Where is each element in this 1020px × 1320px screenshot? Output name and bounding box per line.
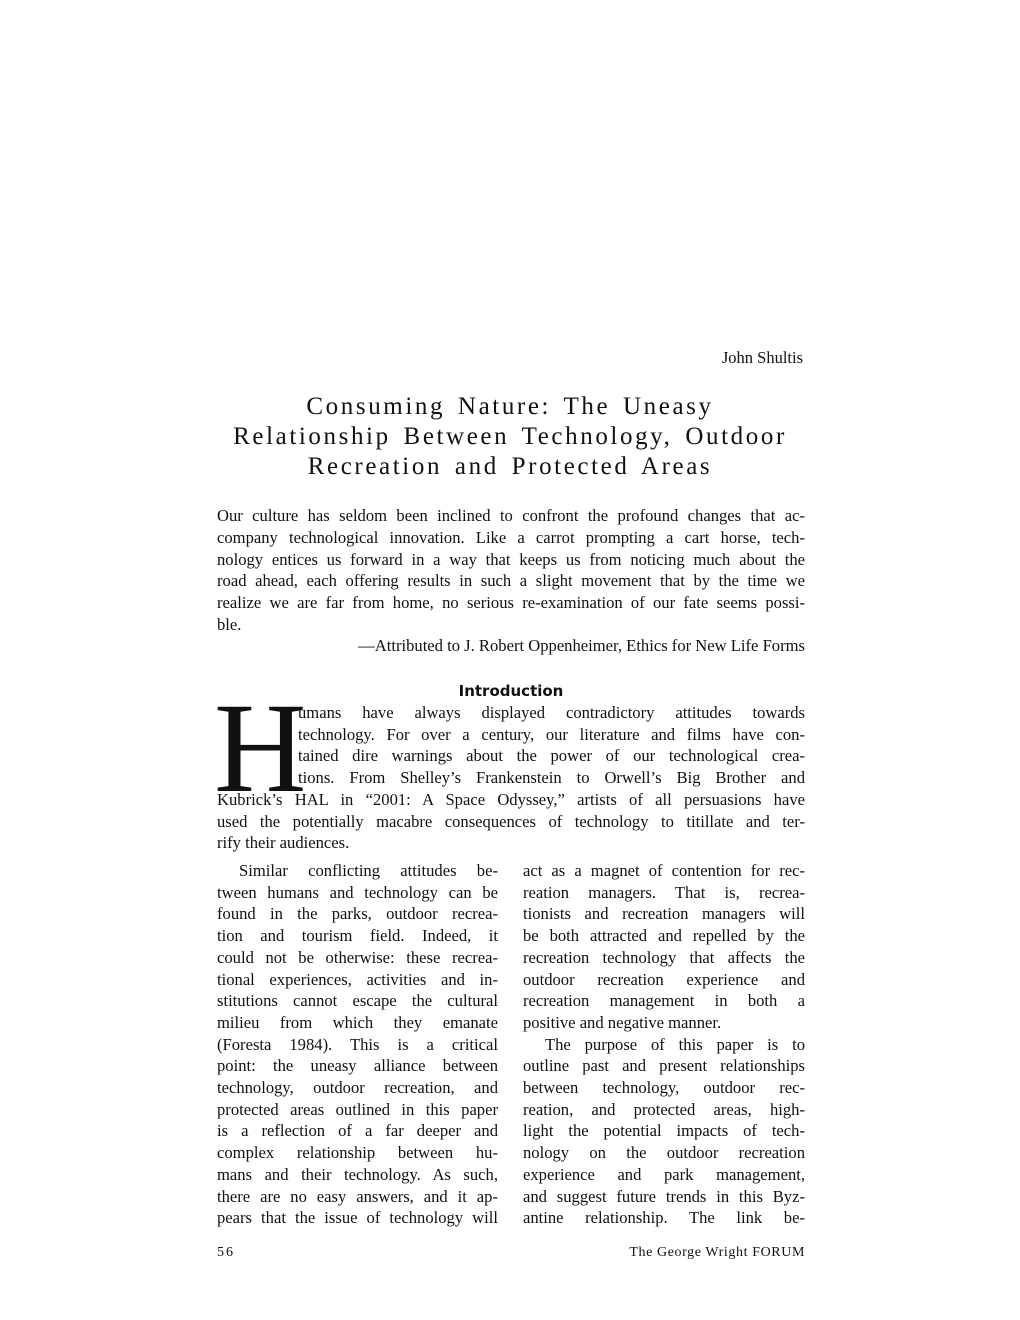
text-line: Similar conflicting attitudes be-: [239, 861, 498, 880]
text-line: umans have always displayed contradictory attitudes towards: [298, 703, 805, 722]
text-line: used the potentially macabre consequences of technology to titillate and ter-: [217, 811, 805, 831]
text-line: recreation technology that affects the: [523, 947, 805, 967]
text-line: outline past and present relationships: [523, 1056, 805, 1076]
text-line: realize we are far from home, no serious re-examination of our fate seems possi-: [217, 593, 805, 613]
text-line: could not be otherwise: these recrea-: [217, 947, 498, 967]
title-line: Relationship Between Technology, Outdoor: [233, 423, 787, 450]
text-line: tions. From Shelley’s Frankenstein to Orwell’s Big Brother and: [298, 768, 805, 788]
text-line: between technology, outdoor rec-: [523, 1078, 805, 1097]
text-line: outdoor recreation experience and: [523, 969, 805, 989]
text-line: antine relationship. The link be-: [523, 1208, 805, 1228]
text-line: tained dire warnings about the power of our technological crea-: [298, 746, 805, 766]
text-line: tion and tourism field. Indeed, it: [217, 926, 498, 946]
text-line: complex relationship between hu-: [217, 1143, 498, 1163]
text-line: protected areas outlined in this paper: [217, 1099, 498, 1119]
title-line: Consuming Nature: The Uneasy: [306, 393, 714, 420]
text-line: act as a magnet of contention for rec-: [523, 861, 805, 880]
text-line: technology. For over a century, our literature and films have con-: [298, 724, 805, 744]
title-line: Recreation and Protected Areas: [307, 453, 713, 480]
text-line: there are no easy answers, and it ap-: [217, 1186, 498, 1206]
text-line: point: the uneasy alliance between: [217, 1056, 498, 1076]
epigraph-attribution: —Attributed to J. Robert Oppenheimer, Ethics for New Life Forms: [358, 636, 805, 655]
text-line: nology on the outdoor recreation: [523, 1143, 805, 1163]
text-line: ble.: [217, 615, 242, 634]
text-line: pears that the issue of technology will: [217, 1208, 498, 1228]
text-line: found in the parks, outdoor recrea-: [217, 904, 498, 924]
text-line: company technological innovation. Like a carrot prompting a cart horse, tech-: [217, 527, 805, 547]
text-line: light the potential impacts of tech-: [523, 1121, 805, 1141]
journal-name: The George Wright FORUM: [629, 1245, 805, 1260]
text-line: (Foresta 1984). This is a critical: [217, 1034, 498, 1054]
author-name: John Shultis: [721, 348, 803, 367]
text-line: stitutions cannot escape the cultural: [217, 991, 498, 1011]
drop-cap: H: [214, 677, 307, 819]
text-line: Kubrick’s HAL in “2001: A Space Odyssey,” artists of all persuasions have: [217, 789, 805, 809]
section-heading: Introduction: [458, 682, 564, 700]
text-line: be both attracted and repelled by the: [523, 926, 805, 946]
page-number: 56: [217, 1245, 235, 1260]
text-line: reation managers. That is, recrea-: [523, 882, 805, 902]
text-line: is a reflection of a far deeper and: [217, 1121, 498, 1141]
text-line: Our culture has seldom been inclined to confront the profound changes that ac-: [217, 506, 805, 525]
text-line: rify their audiences.: [217, 833, 350, 853]
text-line: reation, and protected areas, high-: [523, 1099, 805, 1119]
text-line: positive and negative manner.: [523, 1012, 722, 1032]
text-line: tween humans and technology can be: [217, 882, 498, 902]
text-line: nology entices us forward in a way that keeps us from noticing much about the: [217, 549, 805, 569]
text-line: and suggest future trends in this Byz-: [523, 1186, 805, 1206]
text-line: milieu from which they emanate: [217, 1012, 498, 1032]
text-line: experience and park management,: [523, 1164, 805, 1184]
text-line: mans and their technology. As such,: [217, 1164, 498, 1184]
text-line: tionists and recreation managers will: [523, 904, 805, 924]
text-line: The purpose of this paper is to: [545, 1034, 805, 1054]
text-line: recreation management in both a: [523, 991, 805, 1011]
text-line: road ahead, each offering results in such a slight movement that by the time we: [217, 571, 805, 591]
text-line: technology, outdoor recreation, and: [217, 1078, 498, 1097]
text-line: tional experiences, activities and in-: [217, 969, 498, 989]
